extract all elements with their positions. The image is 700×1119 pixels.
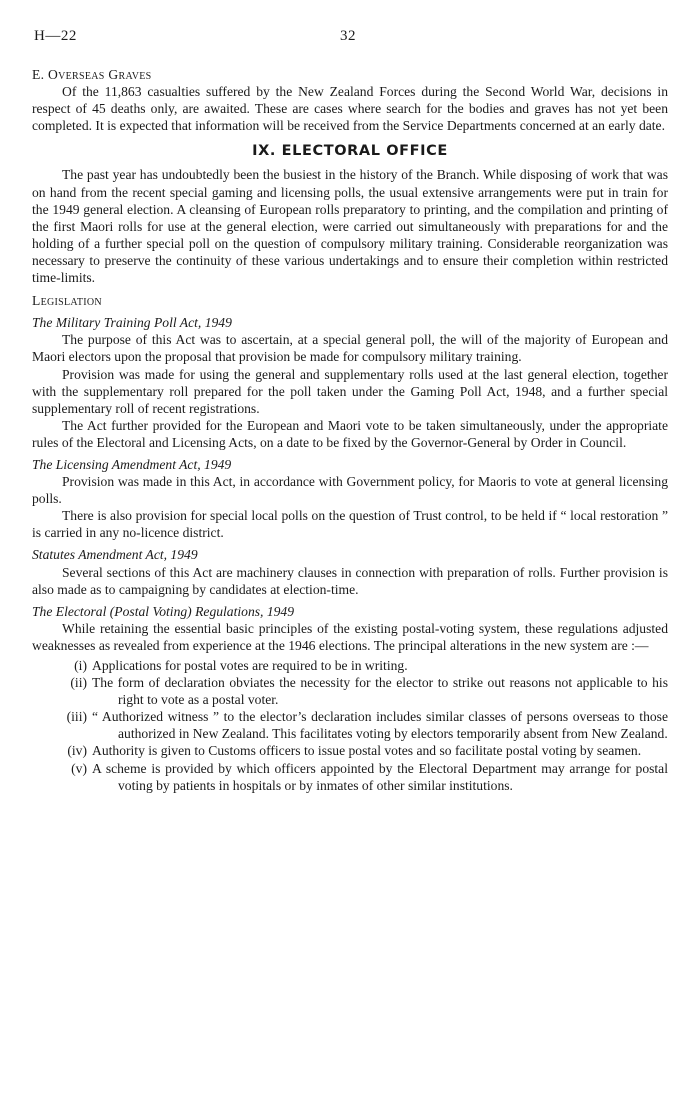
statutes-amendment-paragraph: Several sections of this Act are machinery clauses in connection with preparation of rolls. Further provision is also made as to campaigning by candidates at election-time. bbox=[32, 564, 668, 597]
section-heading-overseas-graves: E. Overseas Graves bbox=[32, 67, 152, 82]
list-item-number: (ii) bbox=[70, 675, 87, 691]
postal-voting-paragraph: While retaining the essential basic principles of the existing postal-voting system, these regulations adjusted weaknesses as revealed from experience at the 1946 elections. The principal alterations in the new system are :— bbox=[32, 620, 668, 653]
licensing-amendment-paragraph-1: Provision was made in this Act, in accordance with Government policy, for Maoris to vote at general licensing polls. bbox=[32, 474, 668, 507]
electoral-office-intro-paragraph: The past year has undoubtedly been the busiest in the history of the Branch. While disposing of work that was on hand from the recent special gaming and licensing polls, the usual extensive arrangements were put in train for the 1949 general election. A cleansing of European rolls preparatory to printing, and the compilation and printing of the first Maori rolls for use at the general election, were carried out simultaneously with preparations for and the holding of a further special poll on the question of compulsory military training. Considerable reorganization was necessary to preserve the continuity of these various undertakings and to ensure their completion within restricted time-limits. bbox=[32, 167, 668, 286]
list-item-number: (iv) bbox=[67, 743, 87, 759]
page-number: 32 bbox=[340, 28, 356, 44]
list-item bbox=[32, 742, 668, 759]
list-item-number: (iii) bbox=[66, 709, 87, 725]
licensing-amendment-paragraph-2: There is also provision for special local polls on the question of Trust control, to be held if “ local restoration ” is carried in any no-licence district. bbox=[32, 508, 668, 541]
list-item bbox=[32, 674, 668, 708]
list-item-text: The form of declaration obviates the necessity for the elector to strike out reasons not applicable to his right to vote as a postal voter. bbox=[92, 675, 668, 708]
military-training-paragraph-3: The Act further provided for the European and Maori vote to be taken simultaneously, under the appropriate rules of the Electoral and Licensing Acts, on a date to be fixed by the Governor-General by Order in Council. bbox=[32, 417, 668, 450]
list-item bbox=[32, 657, 668, 674]
document-id: H—22 bbox=[34, 28, 77, 44]
overseas-graves-paragraph: Of the 11,863 casualties suffered by the New Zealand Forces during the Second World War, decisions in respect of 45 deaths only, are awaited. These are cases where search for the bodies and graves has not yet been completed. It is expected that information will be received from the Service Departments concerned at an early date. bbox=[32, 84, 668, 134]
list-item-text: Applications for postal votes are required to be in writing. bbox=[92, 658, 408, 673]
running-header bbox=[32, 28, 668, 58]
military-training-paragraph-1: The purpose of this Act was to ascertain, at a special general poll, the will of the majority of European and Maori electors upon the proposal that provision be made for compulsory military training. bbox=[32, 332, 668, 365]
list-item-number: (v) bbox=[71, 760, 87, 776]
list-item bbox=[32, 760, 668, 794]
list-item-text: A scheme is provided by which officers appointed by the Electoral Department may arrange for postal voting by patients in hospitals or by inmates of other similar institutions. bbox=[92, 760, 668, 793]
act-title-statutes-amendment: Statutes Amendment Act, 1949 bbox=[32, 547, 198, 563]
act-title-military-training: The Military Training Poll Act, 1949 bbox=[32, 315, 232, 331]
list-item-text: Authority is given to Customs officers to issue postal votes and so facilitate postal voting by seamen. bbox=[92, 743, 642, 759]
act-title-postal-voting-regulations: The Electoral (Postal Voting) Regulations, 1949 bbox=[32, 603, 295, 619]
legislation-heading: Legislation bbox=[32, 293, 102, 309]
chapter-title: IX. ELECTORAL OFFICE bbox=[252, 143, 448, 160]
list-item-number: (i) bbox=[74, 658, 87, 673]
list-item-text: “ Authorized witness ” to the elector’s declaration includes similar classes of persons overseas to those authorized in New Zealand. This facilitates voting by electors temporarily absent from New Zealand. bbox=[92, 709, 668, 742]
act-title-licensing-amendment: The Licensing Amendment Act, 1949 bbox=[32, 456, 232, 472]
alterations-list bbox=[32, 657, 668, 794]
military-training-paragraph-2: Provision was made for using the general and supplementary rolls used at the last general election, together with the supplementary roll prepared for the poll taken under the Gaming Poll Act, 1948, and a further special supplementary roll of recent registrations. bbox=[32, 366, 668, 416]
list-item bbox=[32, 708, 668, 742]
